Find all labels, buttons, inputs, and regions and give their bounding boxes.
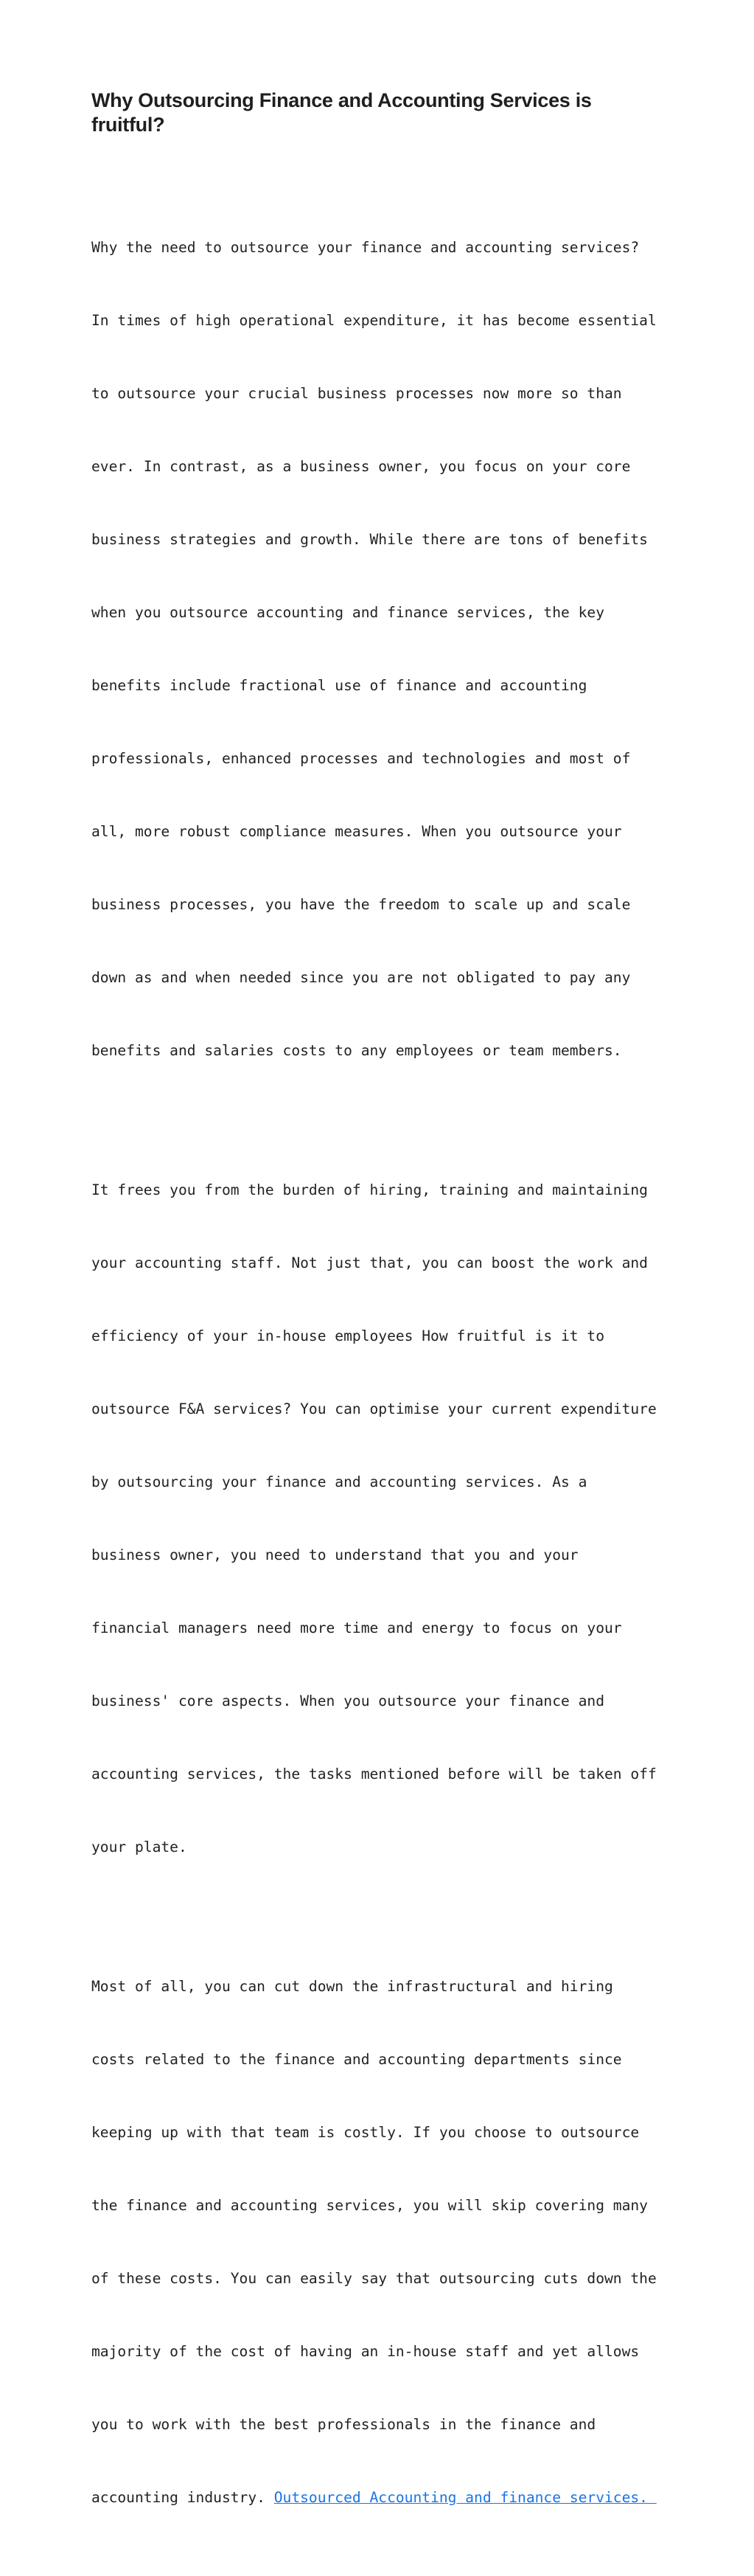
text-line: outsource F&A services? You can optimise your current expenditure bbox=[91, 1400, 657, 1417]
text-line: you to work with the best professionals in the finance and bbox=[91, 2416, 596, 2433]
text-line: your accounting staff. Not just that, you can boost the work and bbox=[91, 1254, 648, 1271]
text-line: efficiency of your in-house employees How fruitful is it to bbox=[91, 1327, 604, 1344]
document-title bbox=[91, 88, 666, 137]
outsourced-accounting-link[interactable]: Outsourced Accounting and finance services. bbox=[273, 2489, 657, 2506]
text-line: accounting services, the tasks mentioned before will be taken off bbox=[91, 1766, 657, 1782]
text-line: business processes, you have the freedom to scale up and scale bbox=[91, 896, 631, 913]
paragraph-1 bbox=[91, 187, 666, 1111]
text-line: business owner, you need to understand that you and your bbox=[91, 1546, 579, 1563]
text-line: your plate. bbox=[91, 1839, 187, 1855]
text-line: financial managers need more time and energy to focus on your bbox=[91, 1619, 622, 1636]
text-line: of these costs. You can easily say that outsourcing cuts down the bbox=[91, 2270, 657, 2287]
title-line: Why Outsourcing Finance and Accounting Services is bbox=[91, 89, 592, 111]
text-line: the finance and accounting services, you will skip covering many bbox=[91, 2197, 648, 2214]
text-line: majority of the cost of having an in-house staff and yet allows bbox=[91, 2343, 640, 2360]
text-line-with-link bbox=[91, 2485, 666, 2510]
text-line: ever. In contrast, as a business owner, you focus on your core bbox=[91, 458, 631, 475]
text-line: all, more robust compliance measures. When you outsource your bbox=[91, 823, 622, 840]
text-line: benefits and salaries costs to any employees or team members. bbox=[91, 1042, 622, 1059]
text-line: professionals, enhanced processes and technologies and most of bbox=[91, 750, 631, 767]
text-line: by outsourcing your finance and accounting services. As a bbox=[91, 1473, 587, 1490]
paragraph-3 bbox=[91, 1926, 666, 2558]
document-body bbox=[91, 187, 666, 2558]
text-line: business strategies and growth. While there are tons of benefits bbox=[91, 531, 648, 548]
text-line: when you outsource accounting and finance services, the key bbox=[91, 604, 604, 621]
text-line: Why the need to outsource your finance and accounting services? bbox=[91, 239, 640, 256]
text-line: costs related to the finance and accounting departments since bbox=[91, 2051, 622, 2068]
text-line: In times of high operational expenditure, it has become essential bbox=[91, 312, 657, 329]
text-segment: accounting industry. bbox=[91, 2489, 274, 2506]
paragraph-2 bbox=[91, 1129, 666, 1908]
text-line: benefits include fractional use of finance and accounting bbox=[91, 677, 587, 694]
text-line: business' core aspects. When you outsource your finance and bbox=[91, 1693, 604, 1709]
document-content bbox=[91, 88, 666, 2576]
title-line: fruitful? bbox=[91, 114, 165, 136]
text-line: Most of all, you can cut down the infrastructural and hiring bbox=[91, 1978, 613, 1995]
text-line: down as and when needed since you are not obligated to pay any bbox=[91, 969, 631, 986]
text-line: keeping up with that team is costly. If you choose to outsource bbox=[91, 2124, 640, 2141]
text-line: to outsource your crucial business processes now more so than bbox=[91, 385, 622, 402]
text-line: It frees you from the burden of hiring, training and maintaining bbox=[91, 1181, 648, 1198]
